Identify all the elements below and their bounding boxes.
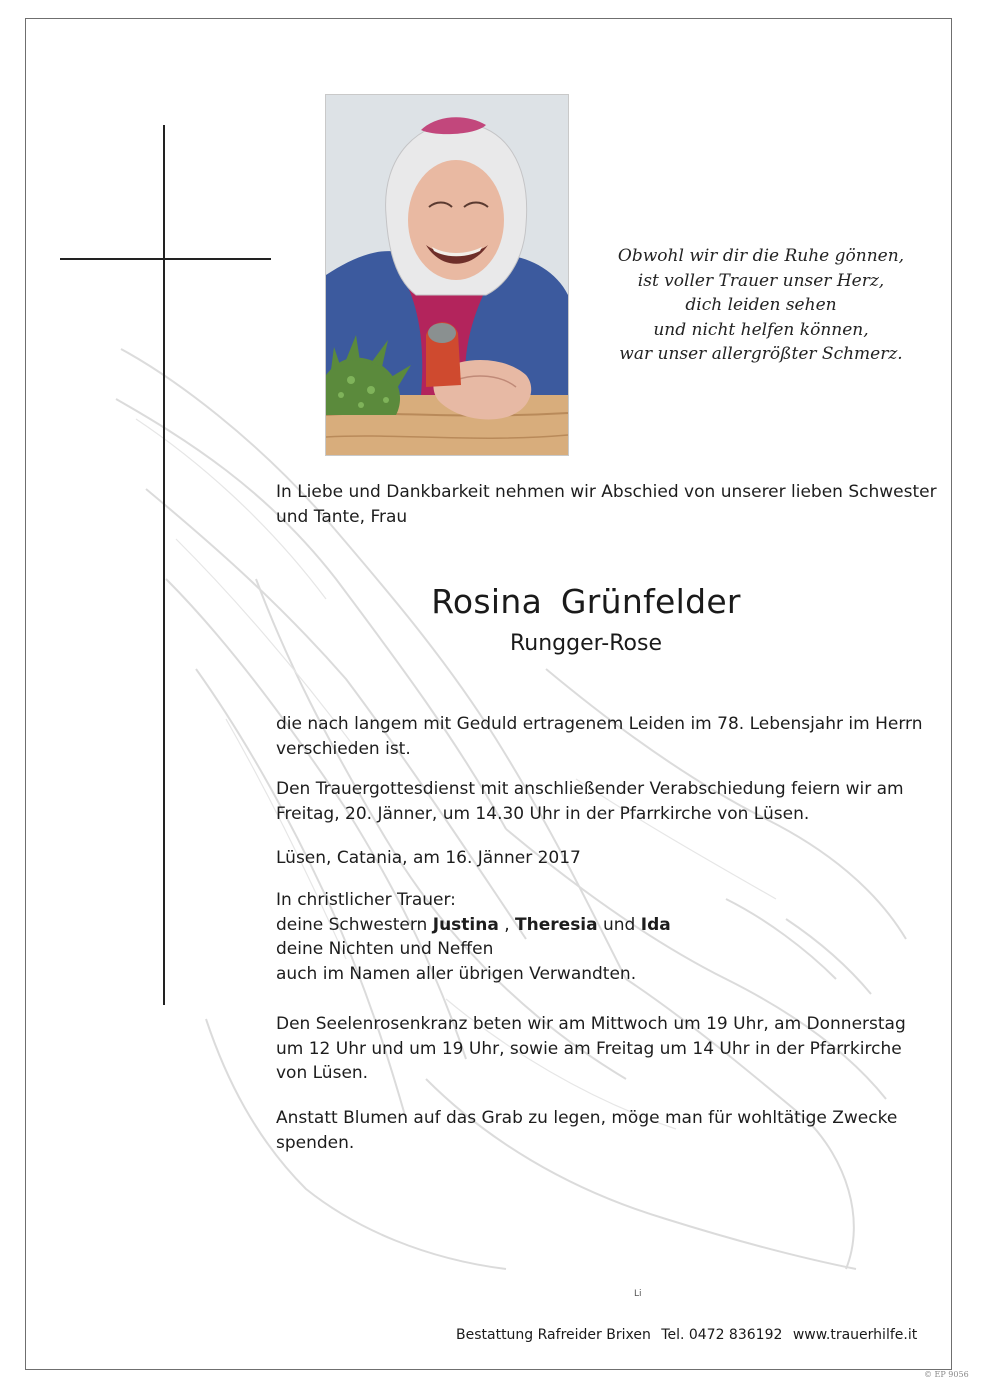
undertaker-name: Bestattung Rafreider Brixen bbox=[456, 1327, 651, 1343]
poem bbox=[586, 244, 936, 367]
mourners-heading: In christlicher Trauer: bbox=[276, 890, 456, 910]
sister-name: Justina bbox=[432, 914, 499, 935]
poem-line: und nicht helfen können, bbox=[653, 319, 869, 340]
deceased-name: Rosina Grünfelder bbox=[431, 582, 741, 621]
print-code: © EP 9056 bbox=[924, 1370, 969, 1379]
passing-text bbox=[276, 712, 922, 761]
undertaker-website: www.trauerhilfe.it bbox=[792, 1327, 918, 1343]
passing-line: die nach langem mit Geduld ertragenem Leiden im 78. Lebensjahr im Herrn bbox=[276, 714, 923, 734]
poem-line: war unser allergrößter Schmerz. bbox=[619, 344, 903, 364]
poem-line: ist voller Trauer unser Herz, bbox=[637, 270, 885, 291]
undertaker-phone: Tel. 0472 836192 bbox=[661, 1327, 783, 1343]
footer bbox=[456, 1327, 923, 1343]
cross-vertical-bar bbox=[163, 125, 165, 1005]
service-text bbox=[276, 777, 904, 826]
intro-text bbox=[276, 480, 937, 529]
place-date: Lüsen, Catania, am 16. Jänner 2017 bbox=[276, 848, 581, 868]
nieces-line: deine Nichten und Neffen bbox=[276, 939, 494, 959]
tiny-mark: Li bbox=[634, 1289, 642, 1299]
relatives-line: auch im Namen aller übrigen Verwandten. bbox=[276, 963, 637, 984]
separator: , bbox=[498, 914, 516, 935]
intro-line: In Liebe und Dankbarkeit nehmen wir Abschied von unserer lieben Schwester bbox=[276, 482, 937, 502]
passing-line: verschieden ist. bbox=[276, 738, 411, 759]
donation-text bbox=[276, 1106, 897, 1155]
sister-name: Theresia bbox=[515, 914, 598, 935]
separator: und bbox=[597, 914, 641, 935]
service-line: Freitag, 20. Jänner, um 14.30 Uhr in der Pfarrkirche von Lüsen. bbox=[276, 803, 810, 824]
obituary-page bbox=[25, 18, 952, 1370]
rosary-line: von Lüsen. bbox=[276, 1063, 369, 1083]
rosary-line: um 12 Uhr und um 19 Uhr, sowie am Freitag um 14 Uhr in der Pfarrkirche bbox=[276, 1038, 902, 1059]
cross-horizontal-bar bbox=[60, 258, 271, 260]
sisters-line bbox=[276, 913, 671, 938]
sister-name: Ida bbox=[640, 914, 671, 935]
maiden-name: Rungger-Rose bbox=[510, 631, 662, 656]
donation-line: spenden. bbox=[276, 1132, 355, 1153]
rosary-line: Den Seelenrosenkranz beten wir am Mittwoch um 19 Uhr, am Donnerstag bbox=[276, 1014, 906, 1034]
poem-line: dich leiden sehen bbox=[685, 295, 837, 315]
intro-line: und Tante, Frau bbox=[276, 506, 408, 527]
sisters-prefix: deine Schwestern bbox=[276, 914, 433, 935]
mourners bbox=[276, 888, 671, 986]
rosary-text bbox=[276, 1012, 906, 1086]
portrait-illustration bbox=[326, 95, 568, 455]
poem-line: Obwohl wir dir die Ruhe gönnen, bbox=[617, 246, 905, 266]
service-line: Den Trauergottesdienst mit anschließender Verabschiedung feiern wir am bbox=[276, 779, 904, 799]
donation-line: Anstatt Blumen auf das Grab zu legen, möge man für wohltätige Zwecke bbox=[276, 1108, 898, 1128]
portrait-photo bbox=[325, 94, 569, 456]
